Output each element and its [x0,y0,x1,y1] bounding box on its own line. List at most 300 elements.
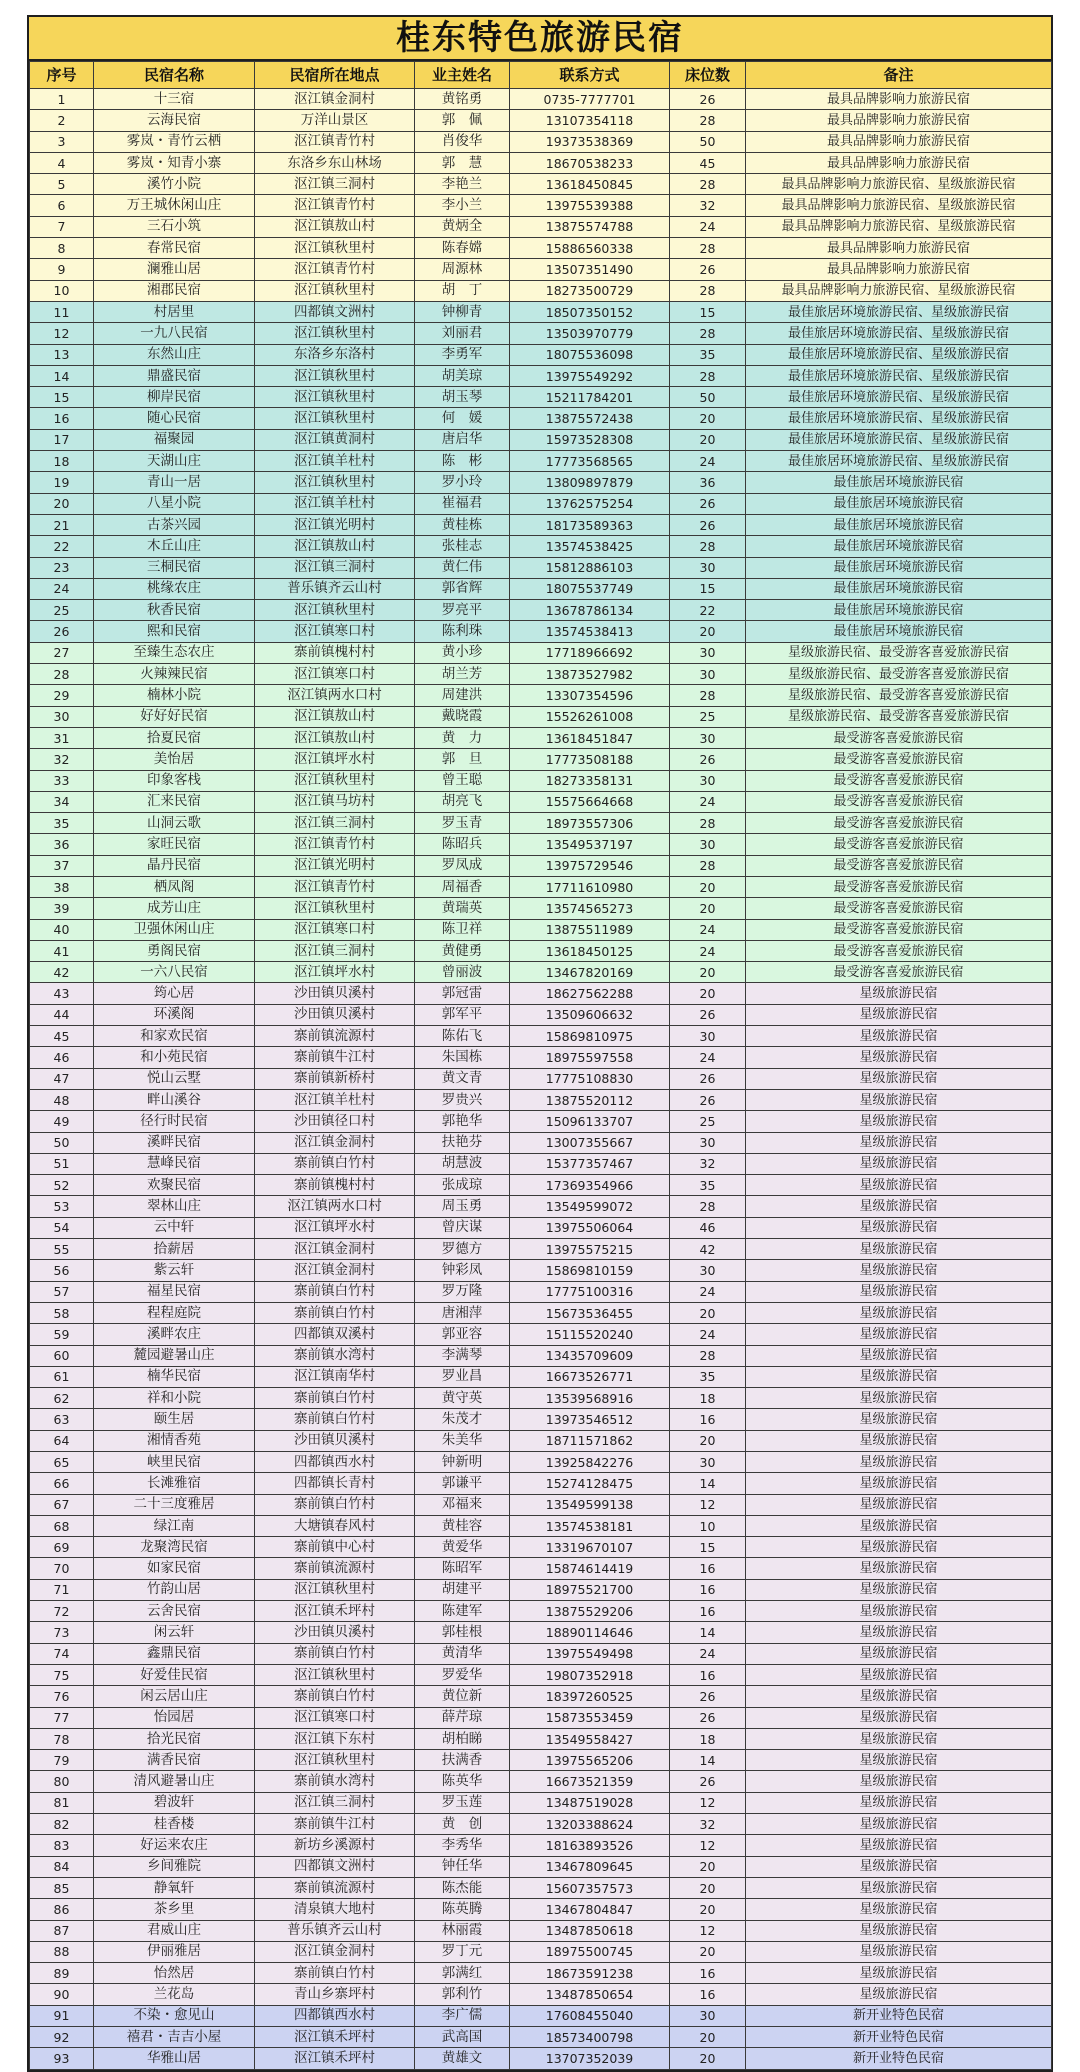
cell-owner: 郭亚容 [415,1324,510,1345]
cell-name: 程程庭院 [94,1302,255,1323]
cell-owner: 黄瑞英 [415,898,510,919]
cell-beds: 16 [670,1558,746,1579]
cell-beds: 26 [670,1771,746,1792]
cell-note: 最受游客喜爱旅游民宿 [746,940,1052,961]
cell-name: 好运来农庄 [94,1835,255,1856]
cell-beds: 28 [670,110,746,131]
cell-phone: 18075537749 [510,578,670,599]
table-row [30,1664,1052,1685]
cell-id: 30 [30,706,94,727]
table-row [30,557,1052,578]
cell-owner: 黄爱华 [415,1537,510,1558]
cell-beds: 30 [670,727,746,748]
table-row [30,1856,1052,1877]
cell-id: 83 [30,1835,94,1856]
cell-beds: 26 [670,259,746,280]
cell-id: 31 [30,727,94,748]
cell-note: 最佳旅居环境旅游民宿 [746,514,1052,535]
cell-note: 最受游客喜爱旅游民宿 [746,962,1052,983]
cell-phone: 13875572438 [510,408,670,429]
cell-note: 最佳旅居环境旅游民宿、星级旅游民宿 [746,323,1052,344]
cell-phone: 15211784201 [510,387,670,408]
cell-name: 雾岚・青竹云栖 [94,131,255,152]
cell-place: 青山乡寨坪村 [255,1984,415,2005]
cell-place: 新坊乡溪源村 [255,1835,415,1856]
cell-place: 万洋山景区 [255,110,415,131]
cell-note: 最佳旅居环境旅游民宿、星级旅游民宿 [746,451,1052,472]
cell-name: 天湖山庄 [94,451,255,472]
cell-phone: 15377357467 [510,1153,670,1174]
table-row [30,1217,1052,1238]
cell-owner: 陈利珠 [415,621,510,642]
cell-name: 麓园避暑山庄 [94,1345,255,1366]
cell-owner: 陈昭军 [415,1558,510,1579]
table-row [30,1175,1052,1196]
header-phone: 联系方式 [510,62,670,89]
cell-phone: 13975549292 [510,365,670,386]
cell-note: 星级旅游民宿 [746,1515,1052,1536]
cell-place: 寨前镇水湾村 [255,1345,415,1366]
cell-owner: 郭满红 [415,1963,510,1984]
cell-place: 沤江镇秋里村 [255,472,415,493]
cell-name: 和家欢民宿 [94,1026,255,1047]
cell-phone: 17773568565 [510,451,670,472]
cell-owner: 郭谦平 [415,1473,510,1494]
cell-name: 至臻生态农庄 [94,642,255,663]
cell-owner: 扶满香 [415,1750,510,1771]
cell-phone: 13487519028 [510,1792,670,1813]
cell-note: 星级旅游民宿 [746,1196,1052,1217]
table-row [30,451,1052,472]
cell-owner: 罗小玲 [415,472,510,493]
cell-owner: 黄铭勇 [415,89,510,110]
cell-name: 欢聚民宿 [94,1175,255,1196]
cell-note: 星级旅游民宿 [746,1686,1052,1707]
cell-note: 星级旅游民宿 [746,1089,1052,1110]
cell-beds: 28 [670,323,746,344]
cell-owner: 肖俊华 [415,131,510,152]
header-place: 民宿所在地点 [255,62,415,89]
cell-note: 最佳旅居环境旅游民宿 [746,621,1052,642]
cell-id: 50 [30,1132,94,1153]
cell-note: 星级旅游民宿 [746,1047,1052,1068]
cell-beds: 14 [670,1473,746,1494]
cell-phone: 18673591238 [510,1963,670,1984]
table-row [30,1132,1052,1153]
cell-owner: 黄清华 [415,1643,510,1664]
cell-id: 45 [30,1026,94,1047]
cell-name: 十三宿 [94,89,255,110]
cell-name: 伊丽雅居 [94,1941,255,1962]
cell-name: 竹韵山居 [94,1579,255,1600]
cell-beds: 28 [670,1345,746,1366]
cell-place: 寨前镇白竹村 [255,1409,415,1430]
cell-owner: 郭艳华 [415,1111,510,1132]
table-row [30,727,1052,748]
cell-note: 星级旅游民宿 [746,1601,1052,1622]
cell-name: 禧君・吉吉小屋 [94,2027,255,2048]
cell-note: 星级旅游民宿 [746,1281,1052,1302]
cell-owner: 郭 佩 [415,110,510,131]
table-title: 桂东特色旅游民宿 [29,17,1051,61]
cell-id: 1 [30,89,94,110]
cell-phone: 15096133707 [510,1111,670,1132]
cell-note: 星级旅游民宿 [746,1409,1052,1430]
cell-id: 3 [30,131,94,152]
cell-phone: 13509606632 [510,1004,670,1025]
cell-name: 如家民宿 [94,1558,255,1579]
cell-name: 祥和小院 [94,1388,255,1409]
cell-phone: 13618450845 [510,174,670,195]
cell-name: 闲云居山庄 [94,1686,255,1707]
cell-place: 四都镇文洲村 [255,301,415,322]
cell-id: 55 [30,1239,94,1260]
cell-beds: 46 [670,1217,746,1238]
cell-name: 山洞云歌 [94,813,255,834]
cell-owner: 周玉勇 [415,1196,510,1217]
table-row [30,1792,1052,1813]
cell-owner: 郭 旦 [415,749,510,770]
cell-id: 11 [30,301,94,322]
cell-name: 随心民宿 [94,408,255,429]
cell-note: 最具品牌影响力旅游民宿、星级旅游民宿 [746,216,1052,237]
cell-phone: 13487850618 [510,1920,670,1941]
cell-id: 54 [30,1217,94,1238]
cell-note: 最具品牌影响力旅游民宿 [746,152,1052,173]
cell-name: 二十三度雅居 [94,1494,255,1515]
cell-note: 最具品牌影响力旅游民宿、星级旅游民宿 [746,280,1052,301]
table-row [30,493,1052,514]
table-body [30,89,1052,2070]
cell-phone: 18890114646 [510,1622,670,1643]
header-row [30,62,1052,89]
cell-note: 星级旅游民宿 [746,1835,1052,1856]
cell-place: 沤江镇马坊村 [255,791,415,812]
table-row [30,578,1052,599]
table-row [30,323,1052,344]
cell-note: 星级旅游民宿 [746,1814,1052,1835]
cell-note: 最具品牌影响力旅游民宿 [746,259,1052,280]
cell-phone: 13549558427 [510,1728,670,1749]
cell-phone: 13487850654 [510,1984,670,2005]
cell-place: 四都镇西水村 [255,2005,415,2026]
cell-beds: 26 [670,749,746,770]
cell-phone: 16673526771 [510,1366,670,1387]
cell-beds: 20 [670,408,746,429]
cell-id: 39 [30,898,94,919]
table-row [30,1324,1052,1345]
cell-name: 峡里民宿 [94,1452,255,1473]
cell-name: 一六八民宿 [94,962,255,983]
cell-place: 沤江镇寒口村 [255,664,415,685]
cell-name: 印象客栈 [94,770,255,791]
cell-name: 柳岸民宿 [94,387,255,408]
cell-place: 沤江镇三洞村 [255,1792,415,1813]
table-row [30,429,1052,450]
cell-id: 29 [30,685,94,706]
cell-owner: 何 媛 [415,408,510,429]
cell-note: 星级旅游民宿 [746,1239,1052,1260]
cell-id: 42 [30,962,94,983]
table-row [30,1473,1052,1494]
cell-beds: 28 [670,174,746,195]
table-row [30,1004,1052,1025]
cell-place: 沤江镇秋里村 [255,238,415,259]
cell-id: 8 [30,238,94,259]
cell-id: 19 [30,472,94,493]
cell-note: 星级旅游民宿 [746,1750,1052,1771]
cell-beds: 20 [670,1856,746,1877]
cell-beds: 32 [670,1814,746,1835]
cell-place: 沤江镇金洞村 [255,1239,415,1260]
cell-place: 沤江镇金洞村 [255,89,415,110]
cell-owner: 武高国 [415,2027,510,2048]
cell-owner: 陈英腾 [415,1899,510,1920]
cell-beds: 15 [670,1537,746,1558]
table-row [30,834,1052,855]
cell-beds: 32 [670,1153,746,1174]
cell-beds: 30 [670,642,746,663]
cell-phone: 13875529206 [510,1601,670,1622]
cell-phone: 18670538233 [510,152,670,173]
cell-place: 沤江镇光明村 [255,514,415,535]
cell-beds: 10 [670,1515,746,1536]
table-row [30,280,1052,301]
cell-id: 46 [30,1047,94,1068]
cell-note: 星级旅游民宿 [746,1558,1052,1579]
cell-beds: 28 [670,685,746,706]
cell-id: 9 [30,259,94,280]
table-row [30,1537,1052,1558]
cell-id: 49 [30,1111,94,1132]
cell-phone: 13574565273 [510,898,670,919]
cell-phone: 13975506064 [510,1217,670,1238]
cell-name: 汇来民宿 [94,791,255,812]
cell-owner: 钟柳青 [415,301,510,322]
table-row [30,1601,1052,1622]
cell-name: 兰花岛 [94,1984,255,2005]
cell-id: 65 [30,1452,94,1473]
cell-name: 木丘山庄 [94,536,255,557]
cell-note: 最佳旅居环境旅游民宿 [746,557,1052,578]
cell-phone: 15869810975 [510,1026,670,1047]
cell-phone: 16673521359 [510,1771,670,1792]
cell-note: 星级旅游民宿 [746,1622,1052,1643]
cell-note: 最受游客喜爱旅游民宿 [746,876,1052,897]
cell-owner: 黄文青 [415,1068,510,1089]
cell-phone: 13707352039 [510,2048,670,2069]
cell-phone: 13975549498 [510,1643,670,1664]
cell-place: 寨前镇白竹村 [255,1302,415,1323]
cell-phone: 18975500745 [510,1941,670,1962]
cell-place: 沤江镇寒口村 [255,1707,415,1728]
cell-name: 桂香楼 [94,1814,255,1835]
cell-owner: 黄小珍 [415,642,510,663]
cell-id: 21 [30,514,94,535]
cell-beds: 26 [670,493,746,514]
table-row [30,2048,1052,2069]
cell-id: 60 [30,1345,94,1366]
cell-name: 湘情香苑 [94,1430,255,1451]
cell-name: 环溪阁 [94,1004,255,1025]
cell-owner: 罗凤成 [415,855,510,876]
cell-id: 63 [30,1409,94,1430]
cell-place: 寨前镇白竹村 [255,1494,415,1515]
table-row [30,1579,1052,1600]
cell-name: 闲云轩 [94,1622,255,1643]
cell-name: 勇阁民宿 [94,940,255,961]
cell-beds: 26 [670,89,746,110]
cell-note: 星级旅游民宿 [746,1963,1052,1984]
cell-phone: 13549599072 [510,1196,670,1217]
cell-name: 云舍民宿 [94,1601,255,1622]
cell-beds: 20 [670,2027,746,2048]
cell-beds: 24 [670,791,746,812]
cell-owner: 陈建军 [415,1601,510,1622]
cell-owner: 曾庆谋 [415,1217,510,1238]
table-row [30,685,1052,706]
cell-id: 77 [30,1707,94,1728]
cell-id: 85 [30,1877,94,1898]
cell-phone: 18975521700 [510,1579,670,1600]
table-row [30,1963,1052,1984]
cell-place: 沤江镇两水口村 [255,1196,415,1217]
cell-owner: 黄守英 [415,1388,510,1409]
cell-id: 25 [30,600,94,621]
cell-id: 52 [30,1175,94,1196]
cell-phone: 0735-7777701 [510,89,670,110]
cell-note: 星级旅游民宿 [746,1899,1052,1920]
cell-phone: 13975565206 [510,1750,670,1771]
cell-note: 最受游客喜爱旅游民宿 [746,727,1052,748]
cell-name: 火辣辣民宿 [94,664,255,685]
cell-beds: 16 [670,1579,746,1600]
cell-place: 沤江镇三洞村 [255,174,415,195]
cell-note: 最受游客喜爱旅游民宿 [746,855,1052,876]
cell-owner: 郭利竹 [415,1984,510,2005]
cell-phone: 13574538413 [510,621,670,642]
table-row [30,1302,1052,1323]
cell-phone: 18711571862 [510,1430,670,1451]
cell-place: 寨前镇白竹村 [255,1153,415,1174]
cell-note: 星级旅游民宿 [746,1452,1052,1473]
cell-phone: 13574538425 [510,536,670,557]
cell-beds: 26 [670,1707,746,1728]
cell-note: 星级旅游民宿 [746,1153,1052,1174]
cell-id: 2 [30,110,94,131]
cell-owner: 郭冠雷 [415,983,510,1004]
cell-owner: 曾丽波 [415,962,510,983]
cell-name: 楠林小院 [94,685,255,706]
cell-id: 72 [30,1601,94,1622]
cell-id: 92 [30,2027,94,2048]
cell-name: 秋香民宿 [94,600,255,621]
table-row [30,1409,1052,1430]
table-row [30,1281,1052,1302]
cell-beds: 35 [670,1366,746,1387]
cell-owner: 周源林 [415,259,510,280]
cell-name: 云中轩 [94,1217,255,1238]
cell-id: 36 [30,834,94,855]
cell-place: 沤江镇光明村 [255,855,415,876]
cell-note: 最具品牌影响力旅游民宿 [746,131,1052,152]
cell-phone: 13975575215 [510,1239,670,1260]
cell-owner: 唐启华 [415,429,510,450]
cell-phone: 15607357573 [510,1877,670,1898]
cell-beds: 42 [670,1239,746,1260]
cell-id: 14 [30,365,94,386]
cell-note: 星级旅游民宿 [746,1771,1052,1792]
cell-id: 20 [30,493,94,514]
cell-beds: 22 [670,600,746,621]
cell-name: 溪畔民宿 [94,1132,255,1153]
cell-place: 沤江镇敖山村 [255,536,415,557]
cell-owner: 戴晓霞 [415,706,510,727]
cell-owner: 李满琴 [415,1345,510,1366]
cell-id: 7 [30,216,94,237]
cell-place: 寨前镇中心村 [255,1537,415,1558]
cell-beds: 20 [670,898,746,919]
cell-place: 沤江镇秋里村 [255,600,415,621]
cell-id: 38 [30,876,94,897]
cell-note: 星级旅游民宿 [746,1728,1052,1749]
cell-name: 湘郡民宿 [94,280,255,301]
cell-name: 茶乡里 [94,1899,255,1920]
cell-phone: 17369354966 [510,1175,670,1196]
cell-beds: 26 [670,1089,746,1110]
table-row [30,855,1052,876]
cell-id: 10 [30,280,94,301]
cell-beds: 32 [670,195,746,216]
table-row [30,983,1052,1004]
cell-place: 沤江镇青竹村 [255,834,415,855]
cell-note: 星级旅游民宿 [746,1132,1052,1153]
cell-note: 星级旅游民宿 [746,1217,1052,1238]
cell-id: 67 [30,1494,94,1515]
table-row [30,472,1052,493]
table-row [30,1707,1052,1728]
cell-beds: 30 [670,1132,746,1153]
cell-place: 寨前镇槐村村 [255,1175,415,1196]
cell-name: 青山一居 [94,472,255,493]
cell-note: 星级旅游民宿 [746,1473,1052,1494]
cell-beds: 26 [670,1686,746,1707]
cell-beds: 35 [670,1175,746,1196]
cell-beds: 26 [670,514,746,535]
cell-phone: 15812886103 [510,557,670,578]
cell-id: 34 [30,791,94,812]
cell-beds: 30 [670,1260,746,1281]
cell-name: 畔山溪谷 [94,1089,255,1110]
cell-place: 寨前镇牛江村 [255,1814,415,1835]
cell-note: 新开业特色民宿 [746,2048,1052,2069]
cell-id: 73 [30,1622,94,1643]
cell-note: 星级旅游民宿 [746,1111,1052,1132]
cell-id: 90 [30,1984,94,2005]
cell-beds: 20 [670,876,746,897]
cell-phone: 19807352918 [510,1664,670,1685]
cell-phone: 13307354596 [510,685,670,706]
cell-beds: 20 [670,1899,746,1920]
cell-id: 58 [30,1302,94,1323]
cell-owner: 周福香 [415,876,510,897]
cell-place: 沤江镇寒口村 [255,919,415,940]
cell-owner: 胡美琼 [415,365,510,386]
cell-place: 沙田镇贝溪村 [255,1004,415,1025]
cell-place: 沤江镇青竹村 [255,131,415,152]
cell-note: 星级旅游民宿 [746,1856,1052,1877]
table-row [30,1047,1052,1068]
